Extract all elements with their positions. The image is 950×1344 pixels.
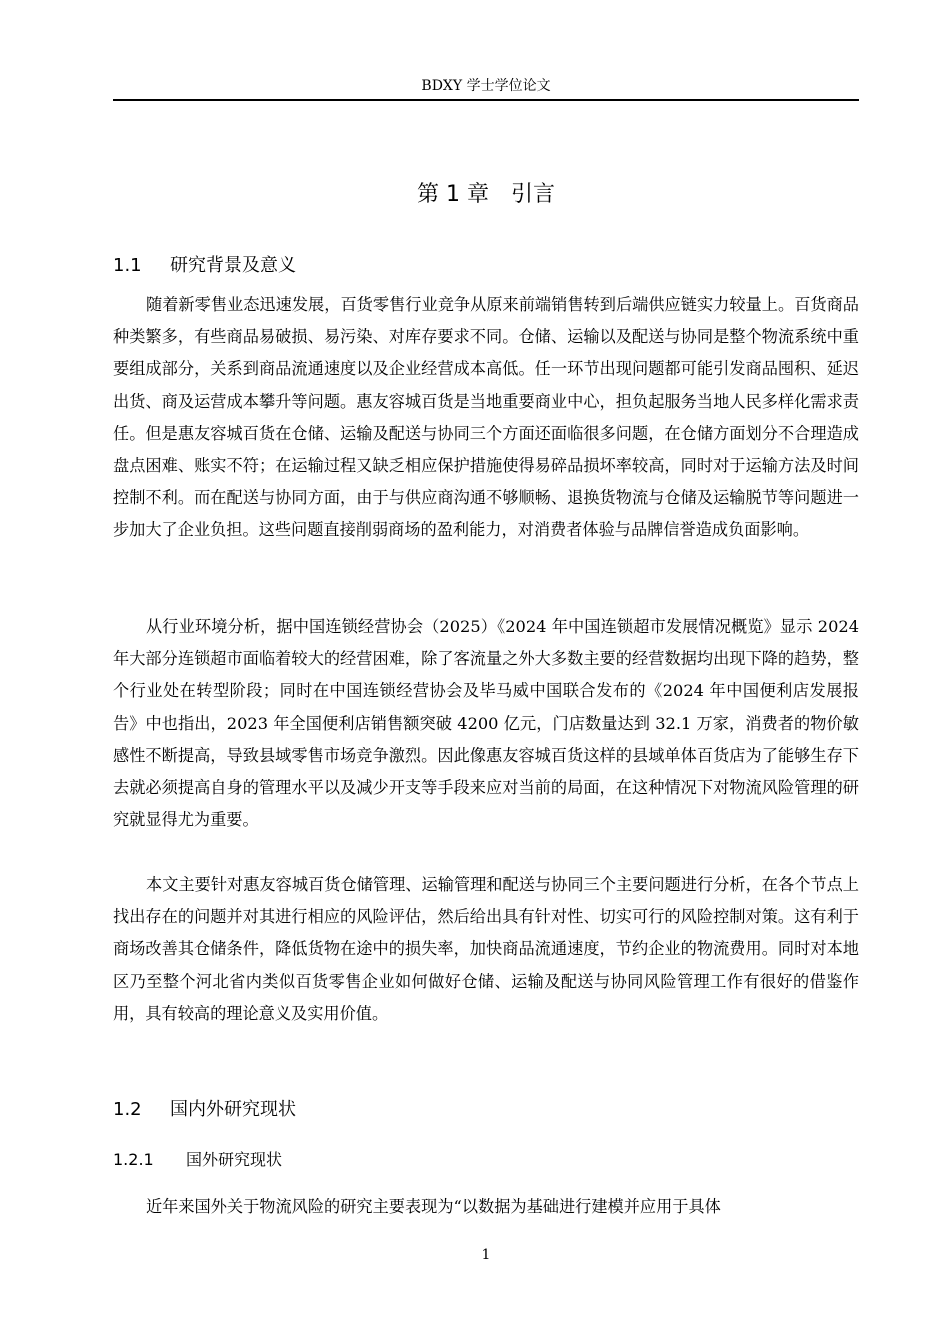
running-header: BDXY 学士学位论文 [421, 78, 551, 94]
chapter-title: 第 1 章 引言 [417, 182, 555, 207]
subsection-number: 1.2.1 [113, 1150, 154, 1169]
section-number: 1.2 [113, 1099, 142, 1120]
page-number: 1 [481, 1247, 491, 1263]
body-paragraph: 近年来国外关于物流风险的研究主要表现为“以数据为基础进行建模并应用于具体 [146, 1197, 721, 1216]
subsection-title: 国外研究现状 [186, 1150, 283, 1169]
header-rule [113, 99, 859, 101]
subsection-heading-1-2-1 [113, 1147, 859, 1173]
body-paragraph: 本文主要针对惠友容城百货仓储管理、运输管理和配送与协同三个主要问题进行分析，在各个节点上找出存在的问题并对其进行相应的风险评估，然后给出具有针对性、切实可行的风险控制对策。这有利于商场改善其仓储条件，降低货物在途中的损失率，加快商品流通速度，节约企业的物流费用。同时对本地区乃至整个河北省内类似百货零售企业如何做好仓储、运输及配送与协同风险管理工作有很好的借鉴作用，具有较高的理论意义及实用价值。 [113, 875, 859, 1023]
section-heading-1-1 [113, 252, 859, 280]
section-title: 国内外研究现状 [170, 1099, 296, 1120]
section-number: 1.1 [113, 255, 142, 276]
body-paragraph: 随着新零售业态迅速发展，百货零售行业竞争从原来前端销售转到后端供应链实力较量上。百货商品种类繁多，有些商品易破损、易污染、对库存要求不同。仓储、运输以及配送与协同是整个物流系统中重要组成部分，关系到商品流通速度以及企业经营成本高低。任一环节出现问题都可能引发商品囤积、延迟出货、商及运营成本攀升等问题。惠友容城百货是当地重要商业中心，担负起服务当地人民多样化需求责任。但是惠友容城百货在仓储、运输及配送与协同三个方面还面临很多问题，在仓储方面划分不合理造成盘点困难、账实不符；在运输过程又缺乏相应保护措施使得易碎品损坏率较高，同时对于运输方法及时间控制不利。而在配送与协同方面，由于与供应商沟通不够顺畅、退换货物流与仓储及运输脱节等问题进一步加大了企业负担。这些问题直接削弱商场的盈利能力，对消费者体验与品牌信誉造成负面影响。 [113, 295, 859, 540]
section-heading-1-2 [113, 1096, 859, 1124]
body-paragraph: 从行业环境分析，据中国连锁经营协会（2025）《2024 年中国连锁超市发展情况概览》显示 2024 年大部分连锁超市面临着较大的经营困难，除了客流量之外大多数主要的经营数据均出现下降的趋势，整个行业处在转型阶段；同时在中国连锁经营协会及毕马威中国联合发布的《2024 年中国便利店发展报告》中也指出，2023 年全国便利店销售额突破 4200 亿元，门店数量达到 32.1 万家，消费者的物价敏感性不断提高，导致县域零售市场竞争激烈。因此像惠友容城百货这样的县域单体百货店为了能够生存下去就必须提高自身的管理水平以及减少开支等手段来应对当前的局面，在这种情况下对物流风险管理的研究就显得尤为重要。 [113, 617, 859, 830]
section-title: 研究背景及意义 [170, 255, 296, 276]
